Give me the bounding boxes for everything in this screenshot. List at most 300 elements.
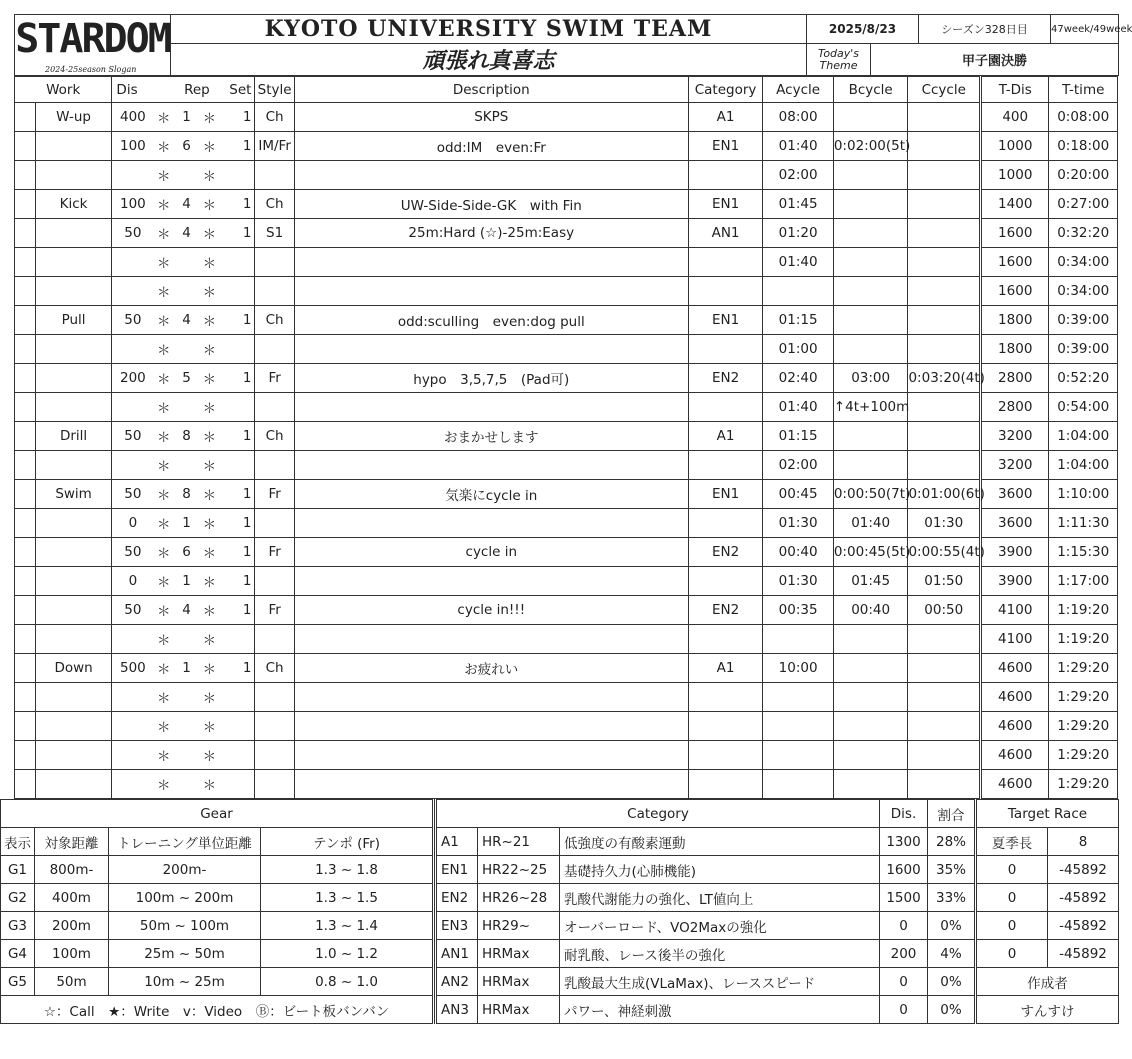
- work-cell: Swim: [35, 480, 112, 509]
- multiply-sign: ＊: [199, 683, 220, 712]
- row-marker: [15, 480, 36, 509]
- rep-cell: 4: [174, 306, 199, 335]
- ttime-cell: 0:54:00: [1049, 393, 1118, 422]
- set-cell: 1: [220, 509, 255, 538]
- category-cell: A1: [688, 103, 763, 132]
- set-cell: [220, 683, 255, 712]
- row-marker: [15, 335, 36, 364]
- table-row: [15, 770, 1118, 799]
- ccycle-cell: 0:00:55(4t): [908, 538, 981, 567]
- table-row: [15, 306, 1118, 335]
- bcycle-cell: [833, 306, 908, 335]
- set-cell: [220, 248, 255, 277]
- category-cell: [688, 335, 763, 364]
- gear-unit: 10m ~ 25m: [109, 968, 261, 996]
- dis-cell: [112, 277, 153, 306]
- tdis-cell: 1400: [981, 190, 1049, 219]
- category-hr: HR29~: [478, 912, 560, 940]
- style-cell: Ch: [255, 306, 294, 335]
- work-cell: [35, 683, 112, 712]
- acycle-cell: [763, 712, 833, 741]
- work-cell: [35, 248, 112, 277]
- tdis-cell: 3200: [981, 422, 1049, 451]
- description-cell: [294, 770, 688, 799]
- target-name: 0: [977, 856, 1048, 884]
- ttime-cell: 0:34:00: [1049, 277, 1118, 306]
- ccycle-cell: [908, 393, 981, 422]
- table-row: [15, 741, 1118, 770]
- acycle-cell: 01:45: [763, 190, 833, 219]
- ccycle-cell: [908, 219, 981, 248]
- category-row: [436, 968, 976, 996]
- tdis-cell: 3600: [981, 509, 1049, 538]
- tdis-cell: 1800: [981, 335, 1049, 364]
- rep-cell: [174, 161, 199, 190]
- col-category: Category: [688, 77, 763, 103]
- ttime-cell: 1:15:30: [1049, 538, 1118, 567]
- acycle-cell: 00:45: [763, 480, 833, 509]
- set-cell: 1: [220, 364, 255, 393]
- table-row: [15, 190, 1118, 219]
- multiply-sign: ＊: [199, 567, 220, 596]
- rep-cell: 8: [174, 422, 199, 451]
- work-cell: [35, 364, 112, 393]
- category-dis-header: Dis.: [880, 800, 928, 828]
- ccycle-cell: 01:50: [908, 567, 981, 596]
- tdis-cell: 4600: [981, 654, 1049, 683]
- swim-menu-sheet: [4, 14, 1132, 1046]
- style-cell: [255, 683, 294, 712]
- style-cell: [255, 248, 294, 277]
- rep-cell: [174, 683, 199, 712]
- dis-cell: 400: [112, 103, 153, 132]
- gear-target: 100m: [35, 940, 109, 968]
- multiply-sign: ＊: [153, 364, 174, 393]
- multiply-sign: ＊: [199, 364, 220, 393]
- acycle-cell: 01:15: [763, 306, 833, 335]
- dis-cell: [112, 712, 153, 741]
- multiply-sign: ＊: [153, 103, 174, 132]
- gear-row: [1, 940, 433, 968]
- work-cell: [35, 712, 112, 741]
- category-cell: [688, 277, 763, 306]
- category-cell: AN1: [688, 219, 763, 248]
- dis-cell: 100: [112, 190, 153, 219]
- multiply-sign: ＊: [199, 712, 220, 741]
- description-cell: cycle in: [294, 538, 688, 567]
- ccycle-cell: [908, 277, 981, 306]
- ttime-cell: 1:29:20: [1049, 770, 1118, 799]
- multiply-sign: ＊: [153, 277, 174, 306]
- rep-cell: 6: [174, 132, 199, 161]
- multiply-sign: ＊: [153, 480, 174, 509]
- category-ratio: 4%: [928, 940, 976, 968]
- gear-tempo: 1.0 ~ 1.2: [261, 940, 433, 968]
- ttime-cell: 1:29:20: [1049, 683, 1118, 712]
- dis-cell: [112, 335, 153, 364]
- target-value: 8: [1048, 828, 1119, 856]
- table-row: [15, 712, 1118, 741]
- category-row: [436, 856, 976, 884]
- col-acycle: Acycle: [763, 77, 833, 103]
- acycle-cell: 02:00: [763, 161, 833, 190]
- description-cell: [294, 625, 688, 654]
- multiply-sign: ＊: [153, 190, 174, 219]
- table-row: [15, 683, 1118, 712]
- category-hr: HRMax: [478, 996, 560, 1024]
- set-cell: 1: [220, 132, 255, 161]
- workout-header-row: [15, 77, 1118, 103]
- acycle-cell: 02:40: [763, 364, 833, 393]
- table-row: [15, 335, 1118, 364]
- style-cell: [255, 625, 294, 654]
- rep-cell: 1: [174, 654, 199, 683]
- row-marker: [15, 364, 36, 393]
- dis-cell: [112, 161, 153, 190]
- work-cell: [35, 451, 112, 480]
- ccycle-cell: [908, 770, 981, 799]
- ttime-cell: 0:39:00: [1049, 335, 1118, 364]
- multiply-sign: ＊: [153, 306, 174, 335]
- category-header-row: [436, 800, 976, 828]
- dis-cell: 50: [112, 422, 153, 451]
- rep-cell: [174, 277, 199, 306]
- table-row: [15, 538, 1118, 567]
- gear-row: [1, 912, 433, 940]
- target-title: Target Race: [977, 800, 1119, 828]
- rep-cell: 4: [174, 219, 199, 248]
- ccycle-cell: [908, 451, 981, 480]
- gear-code: G3: [1, 912, 35, 940]
- category-desc: 耐乳酸、レース後半の強化: [560, 940, 880, 968]
- gear-target: 400m: [35, 884, 109, 912]
- set-cell: 1: [220, 567, 255, 596]
- gear-row: [1, 968, 433, 996]
- style-cell: Ch: [255, 103, 294, 132]
- multiply-sign: ＊: [199, 509, 220, 538]
- category-code: A1: [436, 828, 478, 856]
- target-row: [977, 856, 1119, 884]
- bcycle-cell: 03:00: [833, 364, 908, 393]
- bcycle-cell: 0:02:00(5t): [833, 132, 908, 161]
- description-cell: [294, 451, 688, 480]
- multiply-sign: ＊: [199, 538, 220, 567]
- gear-unit: 50m ~ 100m: [109, 912, 261, 940]
- multiply-sign: ＊: [153, 451, 174, 480]
- multiply-sign: ＊: [153, 596, 174, 625]
- ttime-cell: 1:17:00: [1049, 567, 1118, 596]
- category-cell: [688, 393, 763, 422]
- bcycle-cell: [833, 161, 908, 190]
- dis-cell: [112, 770, 153, 799]
- multiply-sign: ＊: [153, 712, 174, 741]
- target-row: [977, 828, 1119, 856]
- ccycle-cell: 00:50: [908, 596, 981, 625]
- rep-cell: 8: [174, 480, 199, 509]
- ttime-cell: 1:29:20: [1049, 712, 1118, 741]
- rep-cell: 6: [174, 538, 199, 567]
- acycle-cell: [763, 770, 833, 799]
- gear-tempo: 1.3 ~ 1.5: [261, 884, 433, 912]
- description-cell: [294, 248, 688, 277]
- dis-cell: 200: [112, 364, 153, 393]
- gear-header-row: [1, 828, 433, 856]
- bcycle-cell: 0:00:50(7t): [833, 480, 908, 509]
- ttime-cell: 1:29:20: [1049, 654, 1118, 683]
- work-cell: [35, 770, 112, 799]
- category-desc: 基礎持久力(心肺機能): [560, 856, 880, 884]
- category-code: AN1: [436, 940, 478, 968]
- tdis-cell: 4100: [981, 625, 1049, 654]
- dis-cell: 50: [112, 306, 153, 335]
- author-name: すんすけ: [977, 996, 1119, 1024]
- style-cell: [255, 567, 294, 596]
- description-cell: [294, 335, 688, 364]
- style-cell: [255, 277, 294, 306]
- style-cell: [255, 451, 294, 480]
- work-cell: Pull: [35, 306, 112, 335]
- dis-cell: 0: [112, 509, 153, 538]
- category-ratio: 28%: [928, 828, 976, 856]
- row-marker: [15, 103, 36, 132]
- gear-h-label: 表示: [1, 828, 35, 856]
- rep-cell: [174, 712, 199, 741]
- set-cell: [220, 393, 255, 422]
- multiply-sign: ＊: [153, 741, 174, 770]
- tdis-cell: 1600: [981, 277, 1049, 306]
- col-set: Set: [220, 77, 255, 103]
- tdis-cell: 4600: [981, 770, 1049, 799]
- work-cell: Down: [35, 654, 112, 683]
- row-marker: [15, 393, 36, 422]
- category-desc: パワー、神経刺激: [560, 996, 880, 1024]
- work-cell: [35, 567, 112, 596]
- rep-cell: [174, 451, 199, 480]
- category-desc: オーバーロード、VO2Maxの強化: [560, 912, 880, 940]
- acycle-cell: [763, 625, 833, 654]
- style-cell: [255, 770, 294, 799]
- multiply-sign: ＊: [199, 190, 220, 219]
- style-cell: [255, 509, 294, 538]
- bcycle-cell: ↑4t+100m: [833, 393, 908, 422]
- rep-cell: [174, 770, 199, 799]
- row-marker: [15, 654, 36, 683]
- dis-cell: [112, 451, 153, 480]
- logo-cell: [15, 15, 171, 76]
- description-cell: cycle in!!!: [294, 596, 688, 625]
- ccycle-cell: 0:03:20(4t): [908, 364, 981, 393]
- category-cell: EN2: [688, 538, 763, 567]
- target-row: [977, 912, 1119, 940]
- category-desc: 乳酸最大生成(VLaMax)、レーススピード: [560, 968, 880, 996]
- multiply-sign: ＊: [199, 625, 220, 654]
- category-code: AN3: [436, 996, 478, 1024]
- multiply-sign: ＊: [199, 277, 220, 306]
- ttime-cell: 0:18:00: [1049, 132, 1118, 161]
- multiply-sign: ＊: [153, 654, 174, 683]
- set-cell: [220, 625, 255, 654]
- table-row: [15, 567, 1118, 596]
- row-marker: [15, 625, 36, 654]
- work-cell: [35, 335, 112, 364]
- row-marker: [15, 132, 36, 161]
- style-cell: Ch: [255, 422, 294, 451]
- dis-cell: 50: [112, 596, 153, 625]
- gear-code: G1: [1, 856, 35, 884]
- table-row: [15, 451, 1118, 480]
- tdis-cell: 1000: [981, 161, 1049, 190]
- multiply-sign: ＊: [199, 741, 220, 770]
- bcycle-cell: [833, 741, 908, 770]
- target-value: -45892: [1048, 912, 1119, 940]
- rep-cell: 1: [174, 567, 199, 596]
- target-value: -45892: [1048, 884, 1119, 912]
- style-cell: Fr: [255, 480, 294, 509]
- row-marker: [15, 741, 36, 770]
- ccycle-cell: [908, 103, 981, 132]
- description-cell: [294, 741, 688, 770]
- ccycle-cell: [908, 132, 981, 161]
- set-cell: [220, 335, 255, 364]
- category-table: [434, 799, 977, 1024]
- dis-cell: [112, 683, 153, 712]
- work-cell: [35, 132, 112, 161]
- dis-cell: 50: [112, 538, 153, 567]
- category-cell: [688, 712, 763, 741]
- target-row: [977, 940, 1119, 968]
- category-ratio: 0%: [928, 912, 976, 940]
- multiply-sign: ＊: [199, 393, 220, 422]
- col-style: Style: [255, 77, 294, 103]
- set-cell: [220, 712, 255, 741]
- col-tdis: T-Dis: [981, 77, 1049, 103]
- row-marker: [15, 538, 36, 567]
- style-cell: S1: [255, 219, 294, 248]
- multiply-sign: ＊: [199, 451, 220, 480]
- row-marker: [15, 712, 36, 741]
- work-cell: W-up: [35, 103, 112, 132]
- category-desc: 低強度の有酸素運動: [560, 828, 880, 856]
- gear-target: 50m: [35, 968, 109, 996]
- ccycle-cell: [908, 625, 981, 654]
- category-cell: EN1: [688, 480, 763, 509]
- row-marker: [15, 190, 36, 219]
- multiply-sign: ＊: [153, 422, 174, 451]
- gear-unit: 25m ~ 50m: [109, 940, 261, 968]
- work-cell: [35, 219, 112, 248]
- acycle-cell: [763, 683, 833, 712]
- ccycle-cell: 0:01:00(6t): [908, 480, 981, 509]
- ttime-cell: 1:19:20: [1049, 625, 1118, 654]
- multiply-sign: ＊: [153, 625, 174, 654]
- dis-cell: 50: [112, 219, 153, 248]
- target-value: -45892: [1048, 856, 1119, 884]
- set-cell: 1: [220, 596, 255, 625]
- tdis-cell: 3200: [981, 451, 1049, 480]
- category-ratio: 33%: [928, 884, 976, 912]
- tdis-cell: 1000: [981, 132, 1049, 161]
- ccycle-cell: [908, 306, 981, 335]
- ccycle-cell: [908, 741, 981, 770]
- bcycle-cell: [833, 770, 908, 799]
- description-cell: [294, 277, 688, 306]
- category-ratio: 35%: [928, 856, 976, 884]
- work-cell: [35, 625, 112, 654]
- gear-target: 200m: [35, 912, 109, 940]
- header-table: [14, 14, 1132, 76]
- gear-tempo: 1.3 ~ 1.4: [261, 912, 433, 940]
- tdis-cell: 1600: [981, 248, 1049, 277]
- multiply-sign: ＊: [199, 654, 220, 683]
- acycle-cell: [763, 277, 833, 306]
- tdis-cell: 2800: [981, 364, 1049, 393]
- multiply-sign: ＊: [153, 335, 174, 364]
- col-ccycle: Ccycle: [908, 77, 981, 103]
- gear-row: [1, 884, 433, 912]
- table-row: [15, 219, 1118, 248]
- multiply-sign: ＊: [153, 219, 174, 248]
- rep-cell: [174, 248, 199, 277]
- season-day: シーズン328日目: [919, 15, 1051, 44]
- work-cell: [35, 161, 112, 190]
- date: 2025/8/23: [807, 15, 919, 44]
- tdis-cell: 4600: [981, 741, 1049, 770]
- description-cell: UW-Side-Side-GK with Fin: [294, 190, 688, 219]
- row-marker: [15, 219, 36, 248]
- rep-cell: 1: [174, 509, 199, 538]
- multiply-sign: ＊: [153, 161, 174, 190]
- row-marker: [15, 770, 36, 799]
- acycle-cell: 01:20: [763, 219, 833, 248]
- category-cell: [688, 625, 763, 654]
- multiply-sign: ＊: [153, 538, 174, 567]
- table-row: [15, 596, 1118, 625]
- description-cell: 25m:Hard (☆)-25m:Easy: [294, 219, 688, 248]
- description-cell: odd:IM even:Fr: [294, 132, 688, 161]
- ccycle-cell: [908, 654, 981, 683]
- gear-row: [1, 856, 433, 884]
- ttime-cell: 1:29:20: [1049, 741, 1118, 770]
- style-cell: Ch: [255, 654, 294, 683]
- category-ratio: 0%: [928, 968, 976, 996]
- gear-h-unit: トレーニング単位距離: [109, 828, 261, 856]
- col-bcycle: Bcycle: [833, 77, 908, 103]
- multiply-sign: ＊: [199, 480, 220, 509]
- bcycle-cell: [833, 103, 908, 132]
- bcycle-cell: 01:45: [833, 567, 908, 596]
- rep-cell: 4: [174, 596, 199, 625]
- ccycle-cell: [908, 712, 981, 741]
- category-dis: 0: [880, 996, 928, 1024]
- category-cell: [688, 451, 763, 480]
- ttime-cell: 1:19:20: [1049, 596, 1118, 625]
- multiply-sign: ＊: [199, 219, 220, 248]
- bcycle-cell: [833, 451, 908, 480]
- category-dis: 0: [880, 912, 928, 940]
- bcycle-cell: [833, 277, 908, 306]
- category-code: EN1: [436, 856, 478, 884]
- gear-unit: 200m-: [109, 856, 261, 884]
- bcycle-cell: [833, 683, 908, 712]
- ccycle-cell: [908, 190, 981, 219]
- bcycle-cell: 01:40: [833, 509, 908, 538]
- gear-target: 800m-: [35, 856, 109, 884]
- acycle-cell: 01:40: [763, 393, 833, 422]
- category-row: [436, 996, 976, 1024]
- target-name: 0: [977, 884, 1048, 912]
- category-cell: EN2: [688, 364, 763, 393]
- gear-tempo: 1.3 ~ 1.8: [261, 856, 433, 884]
